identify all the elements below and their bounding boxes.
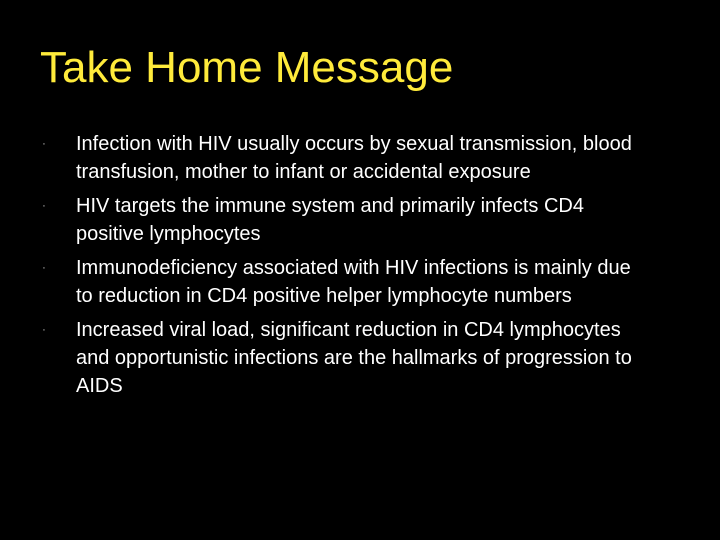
bullet-item [38, 130, 638, 186]
bullet-text: Infection with HIV usually occurs by sexual transmission, blood transfusion, mother to infant or accidental exposure [76, 133, 632, 183]
bullet-text: HIV targets the immune system and primarily infects CD4 positive lymphocytes [76, 195, 584, 245]
bullet-item [38, 254, 638, 310]
bullet-icon: · [42, 138, 46, 150]
bullet-item [38, 192, 638, 248]
slide-title: Take Home Message [40, 43, 454, 92]
bullet-icon: · [42, 324, 46, 336]
bullet-text: Immunodeficiency associated with HIV infections is mainly due to reduction in CD4 positive helper lymphocyte numbers [76, 257, 631, 307]
bullet-list [38, 130, 638, 406]
bullet-item [38, 316, 638, 400]
bullet-icon: · [42, 200, 46, 212]
bullet-text: Increased viral load, significant reduction in CD4 lymphocytes and opportunistic infections are the hallmarks of progression to AIDS [76, 319, 632, 397]
bullet-icon: · [42, 262, 46, 274]
